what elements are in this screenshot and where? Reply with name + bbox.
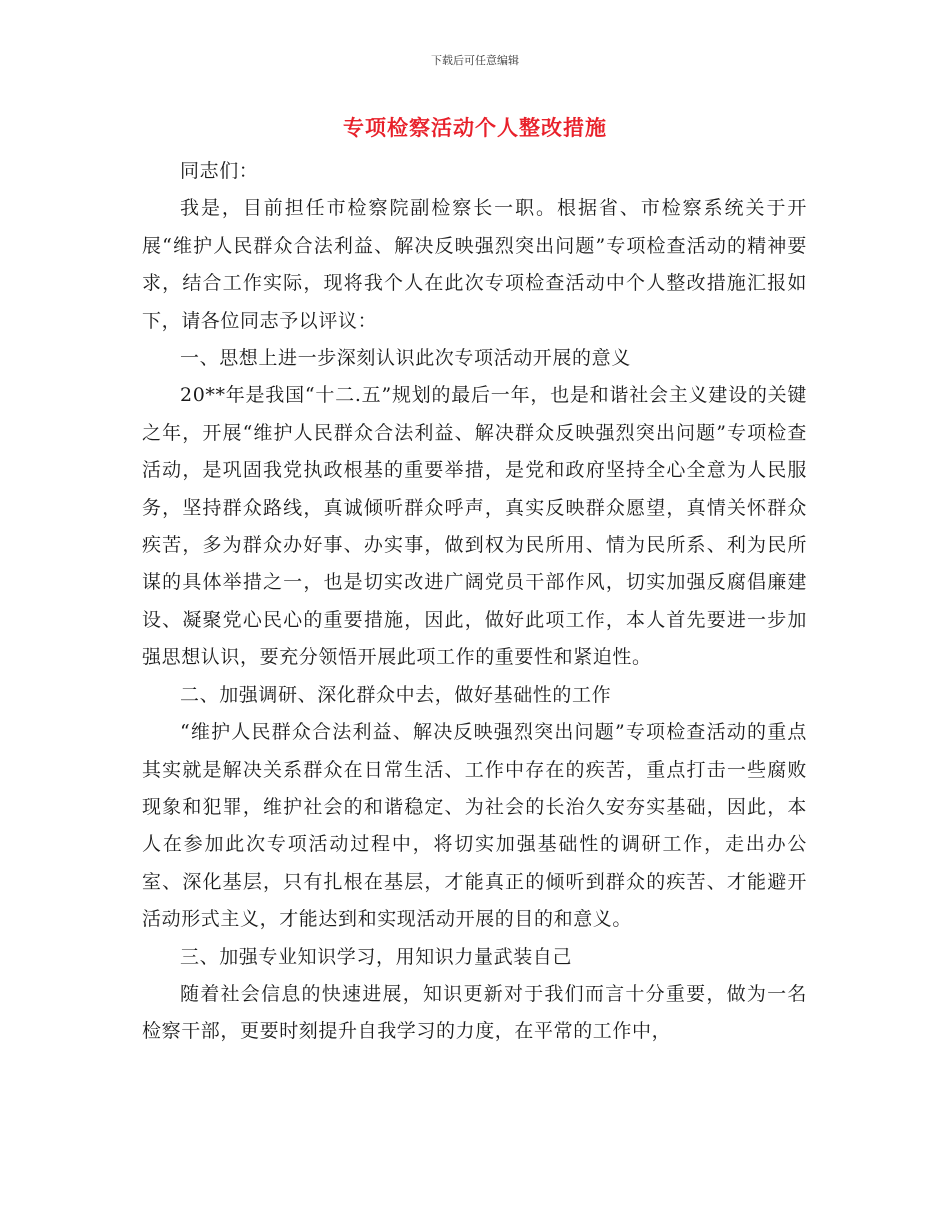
body-paragraph: 我是，目前担任市检察院副检察长一职。根据省、市检察系统关于开展“维护人民群众合法利益、解决反映强烈突出问题”专项检查活动的精神要求，结合工作实际，现将我个人在此次专项检查活动中个人整改措施汇报如下，请各位同志予以评议： xyxy=(142,197,807,332)
body-paragraph: 随着社会信息的快速进展，知识更新对于我们而言十分重要，做为一名检察干部，更要时刻提升自我学习的力度，在平常的工作中， xyxy=(142,982,807,1043)
section-heading: 三、加强专业知识学习，用知识力量武装自己 xyxy=(180,945,573,968)
section-heading: 二、加强调研、深化群众中去，做好基础性的工作 xyxy=(180,683,612,706)
body-paragraph: 20**年是我国“十二.五”规划的最后一年，也是和谐社会主义建设的关键之年，开展“维护人民群众合法利益、解决群众反映强烈突出问题”专项检查活动，是巩固我党执政根基的重要举措，是党和政府坚持全心全意为人民服务，坚持群众路线，真诚倾听群众呼声，真实反映群众愿望，真情关怀群众疾苦，多为群众办好事、办实事，做到权为民所用、情为民所系、利为民所谋的具体举措之一，也是切实改进广阔党员干部作风，切实加强反腐倡廉建设、凝聚党心民心的重要措施，因此，做好此项工作，本人首先要进一步加强思想认识，要充分领悟开展此项工作的重要性和紧迫性。 xyxy=(142,384,807,669)
header-note: 下载后可任意编辑 xyxy=(431,54,519,67)
salutation: 同志们： xyxy=(180,160,259,182)
body-paragraph: “维护人民群众合法利益、解决反映强烈突出问题”专项检查活动的重点其实就是解决关系群众在日常生活、工作中存在的疾苦，重点打击一些腐败现象和犯罪，维护社会的和谐稳定、为社会的长治久安夯实基础，因此，本人在参加此次专项活动过程中，将切实加强基础性的调研工作，走出办公室、深化基层，只有扎根在基层，才能真正的倾听到群众的疾苦、才能避开活动形式主义，才能达到和实现活动开展的目的和意义。 xyxy=(142,721,807,931)
document-title: 专项检察活动个人整改措施 xyxy=(343,116,607,140)
document-body xyxy=(142,153,807,1051)
section-heading: 一、思想上进一步深刻认识此次专项活动开展的意义 xyxy=(180,347,631,370)
